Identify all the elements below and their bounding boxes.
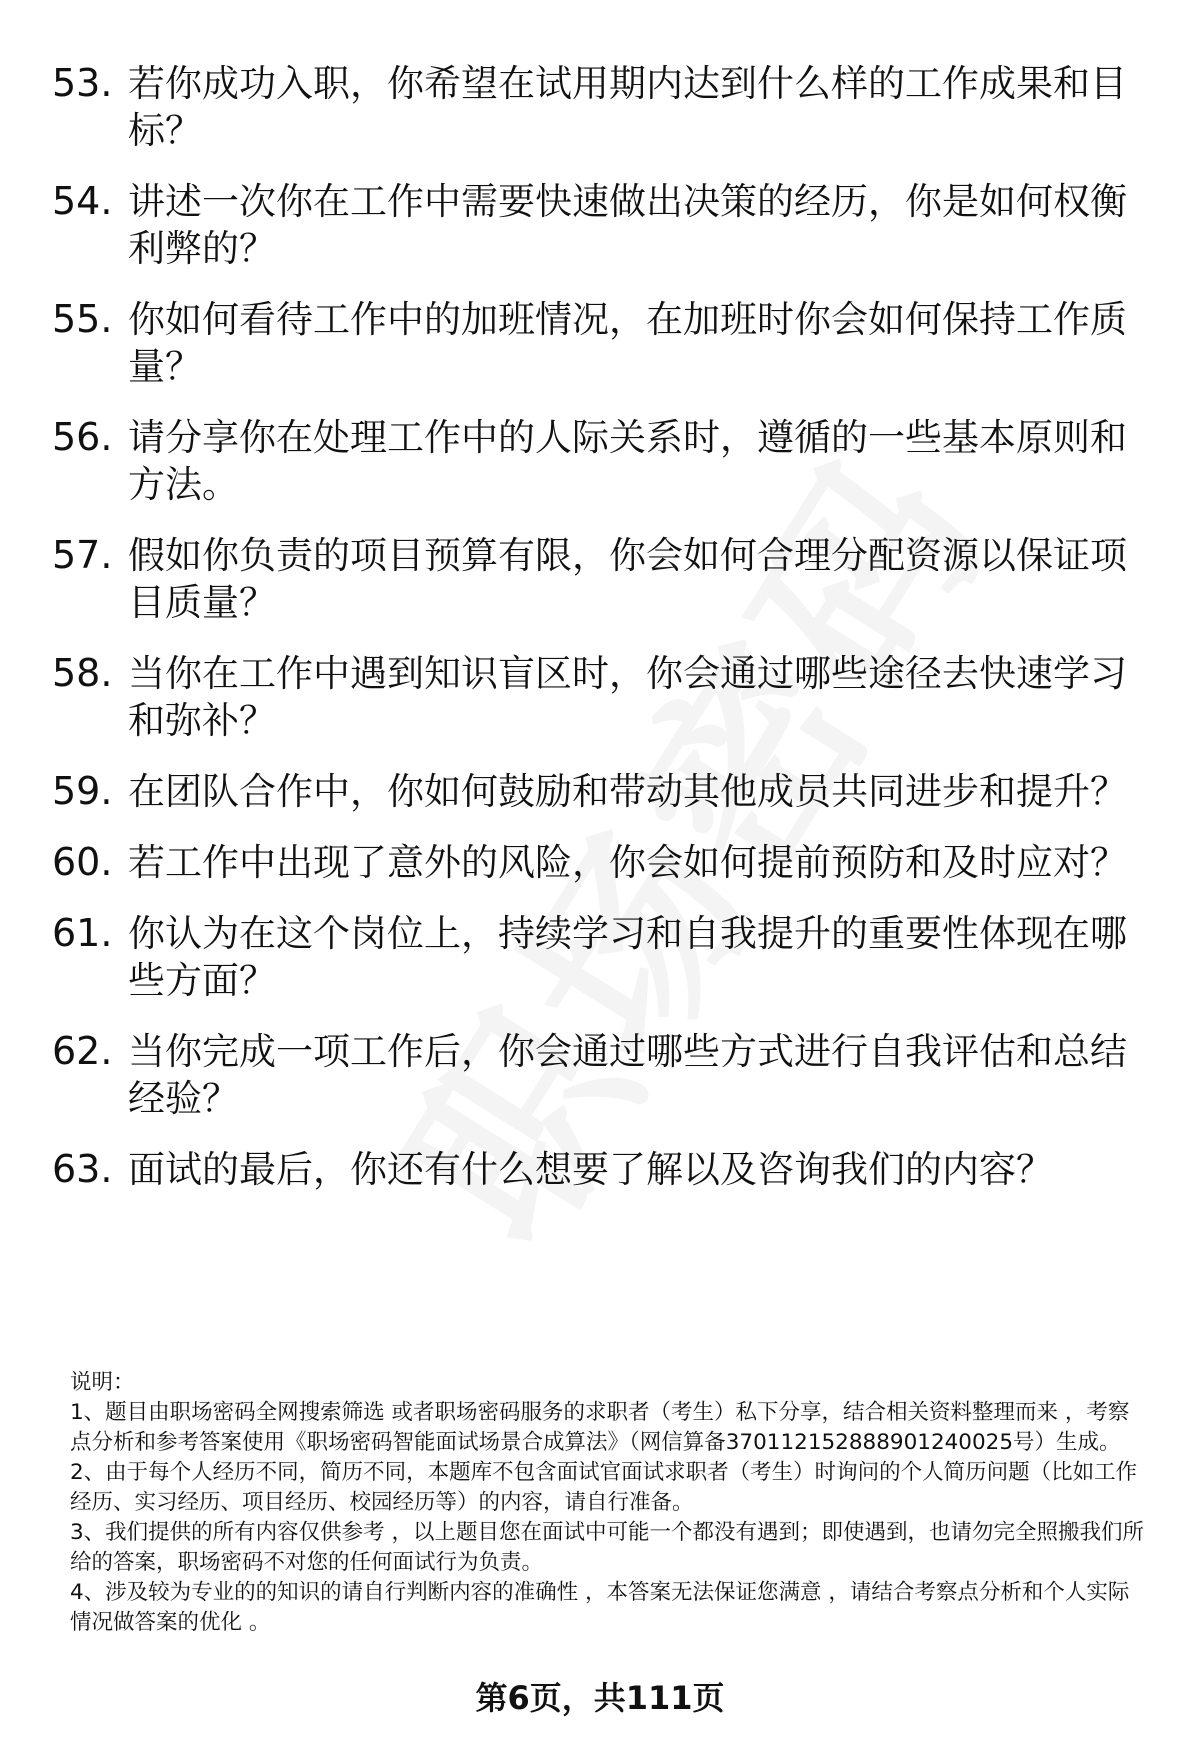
question-number: 59. bbox=[52, 769, 113, 813]
question-text: 若工作中出现了意外的风险，你会如何提前预防和及时应对？ bbox=[128, 841, 1127, 884]
question-number: 62. bbox=[52, 1029, 113, 1073]
question-item bbox=[52, 650, 1152, 744]
question-number: 60. bbox=[52, 840, 113, 884]
question-item bbox=[52, 414, 1152, 508]
question-item bbox=[52, 768, 1152, 815]
question-number: 57. bbox=[52, 533, 113, 577]
question-item bbox=[52, 296, 1152, 390]
question-text: 若你成功入职，你希望在试用期内达到什么样的工作成果和目标？ bbox=[128, 62, 1127, 152]
question-text: 在团队合作中，你如何鼓励和带动其他成员共同进步和提升？ bbox=[128, 770, 1127, 813]
question-text: 假如你负责的项目预算有限，你会如何合理分配资源以保证项目质量？ bbox=[128, 534, 1127, 624]
question-text: 你认为在这个岗位上，持续学习和自我提升的重要性体现在哪些方面？ bbox=[128, 912, 1127, 1002]
question-text: 当你完成一项工作后，你会通过哪些方式进行自我评估和总结经验？ bbox=[128, 1030, 1127, 1120]
note-item: 3、我们提供的所有内容仅供参考 ，以上题目您在面试中可能一个都没有遇到；即使遇到，也请勿完全照搬我们所给的答案，职场密码不对您的任何面试行为负责。 bbox=[70, 1520, 1145, 1575]
question-item bbox=[52, 839, 1152, 886]
question-text: 当你在工作中遇到知识盲区时，你会通过哪些途径去快速学习和弥补？ bbox=[128, 652, 1127, 742]
question-list bbox=[52, 60, 1152, 1193]
page-number: 第6页，共111页 bbox=[475, 1679, 725, 1717]
question-item bbox=[52, 1146, 1152, 1193]
notes-section bbox=[70, 1368, 1150, 1638]
question-item bbox=[52, 60, 1152, 154]
question-item bbox=[52, 178, 1152, 272]
notes-heading: 说明： bbox=[70, 1370, 135, 1395]
question-number: 54. bbox=[52, 179, 113, 223]
question-item bbox=[52, 1028, 1152, 1122]
note-item: 4、涉及较为专业的的知识的请自行判断内容的准确性 ，本答案无法保证您满意 ，请结合考察点分析和个人实际情况做答案的优化 。 bbox=[70, 1580, 1130, 1635]
note-item: 2、由于每个人经历不同，简历不同，本题库不包含面试官面试求职者（考生）时询问的个人简历问题（比如工作经历、实习经历、项目经历、校园经历等）的内容，请自行准备。 bbox=[70, 1460, 1138, 1515]
question-text: 讲述一次你在工作中需要快速做出决策的经历，你是如何权衡利弊的？ bbox=[128, 180, 1127, 270]
question-number: 63. bbox=[52, 1147, 113, 1191]
question-item bbox=[52, 532, 1152, 626]
question-number: 58. bbox=[52, 651, 113, 695]
question-number: 56. bbox=[52, 415, 113, 459]
question-number: 55. bbox=[52, 297, 113, 341]
question-number: 61. bbox=[52, 911, 113, 955]
question-text: 面试的最后，你还有什么想要了解以及咨询我们的内容？ bbox=[128, 1148, 1053, 1191]
question-number: 53. bbox=[52, 61, 113, 105]
note-item: 1、题目由职场密码全网搜索筛选 或者职场密码服务的求职者（考生）私下分享，结合相关资料整理而来 ，考察点分析和参考答案使用《职场密码智能面试场景合成算法》（网信算备370112152888901240025号）生成。 bbox=[70, 1400, 1130, 1455]
question-text: 请分享你在处理工作中的人际关系时，遵循的一些基本原则和方法。 bbox=[128, 416, 1127, 506]
question-text: 你如何看待工作中的加班情况，在加班时你会如何保持工作质量？ bbox=[128, 298, 1127, 388]
question-item bbox=[52, 910, 1152, 1004]
